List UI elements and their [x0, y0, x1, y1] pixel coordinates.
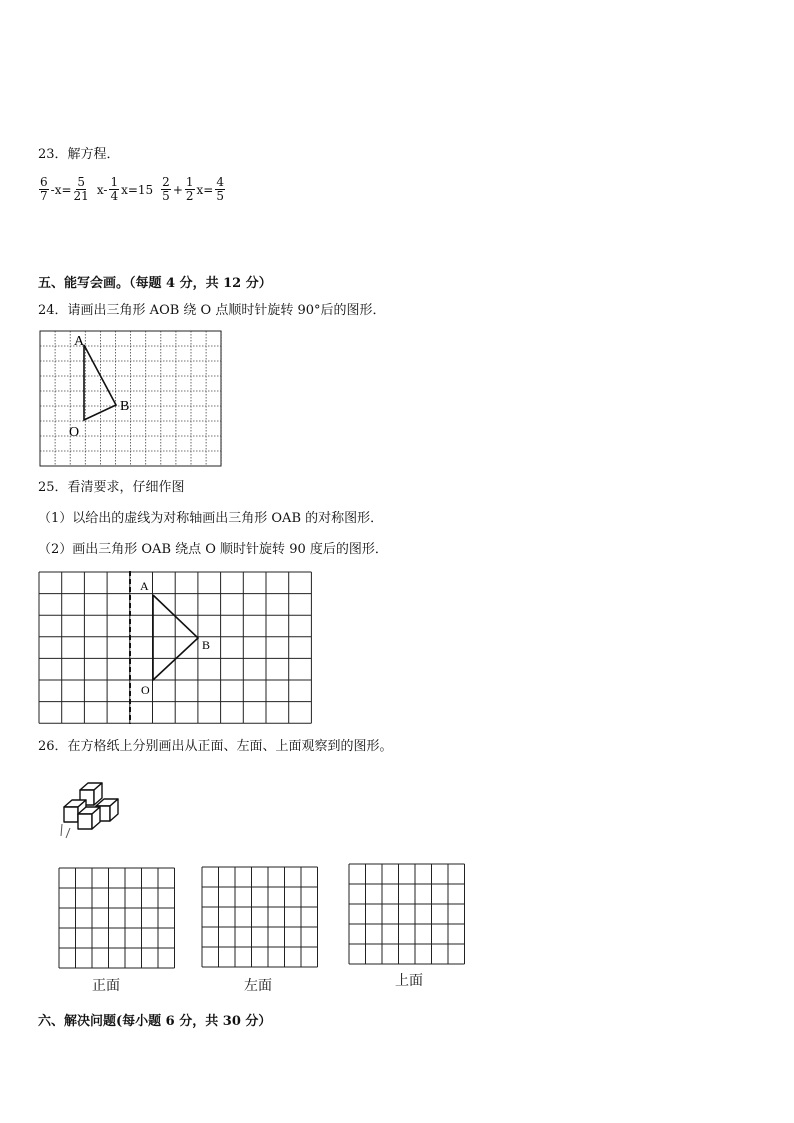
q24-label-b: B	[120, 399, 130, 414]
cube-stack-figure	[56, 780, 138, 842]
eq1-fraction-1: $\frac{6}{7}$	[40, 175, 48, 203]
section6-heading: 六、解决问题(每小题 6 分，共 30 分）	[38, 1014, 272, 1029]
eq3-fraction-2: $\frac{1}{2}$	[185, 175, 194, 203]
section5-heading: 五、能写会画。（每题 4 分，共 12 分）	[38, 276, 272, 291]
eq2-prefix: x-	[96, 182, 108, 197]
q25-label-b: B	[202, 638, 211, 652]
q24-grid-figure	[38, 330, 224, 470]
top-view-grid	[348, 863, 468, 967]
q24-label-o: O	[69, 425, 80, 440]
front-view-grid	[58, 867, 178, 971]
eq3-plus: +	[172, 182, 183, 197]
eq3-middle: x=	[196, 182, 214, 197]
q26-title: 26．在方格纸上分别画出从正面、左面、上面观察到的图形。	[38, 739, 393, 754]
q24-dotted-grid	[40, 331, 221, 466]
eq3-fraction-1: $\frac{2}{5}$	[162, 175, 170, 203]
q25-instruction-1: （1）以给出的虚线为对称轴画出三角形 OAB 的对称图形．	[38, 511, 384, 526]
eq2-fraction: $\frac{1}{4}$	[110, 175, 119, 203]
left-view-grid	[201, 866, 321, 970]
q25-square-grid	[39, 572, 311, 723]
eq2-suffix: x=15	[121, 182, 154, 197]
q25-label-a: A	[140, 579, 149, 593]
q23-equations	[38, 176, 226, 203]
q25-title: 25．看清要求，仔细作图	[38, 480, 185, 495]
left-view-label: 左面	[244, 978, 272, 994]
eq1-fraction-2: $\frac{5}{21}$	[73, 175, 89, 203]
top-view-label: 上面	[395, 973, 423, 989]
q24-title: 24．请画出三角形 AOB 绕 O 点顺时针旋转 90°后的图形．	[38, 303, 386, 318]
q24-label-a: A	[74, 334, 85, 349]
q25-instruction-2: （2）画出三角形 OAB 绕点 O 顺时针旋转 90 度后的图形．	[38, 542, 388, 557]
q23-title: 23．解方程．	[38, 147, 120, 162]
front-view-label: 正面	[92, 978, 120, 994]
eq1-middle: -x=	[50, 182, 72, 197]
q25-label-o: O	[141, 683, 150, 697]
q25-grid-figure	[38, 571, 314, 726]
eq3-fraction-3: $\frac{4}{5}$	[216, 175, 224, 203]
